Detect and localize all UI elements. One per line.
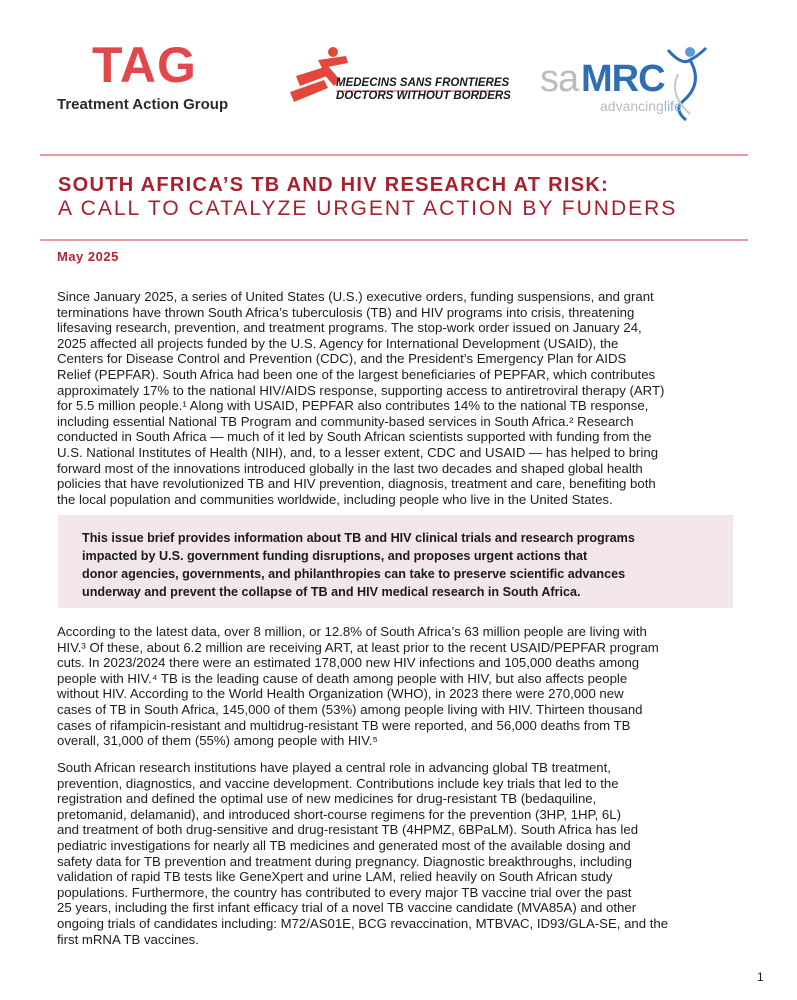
top-divider: [40, 154, 748, 156]
msf-line-1: MEDECINS SANS FRONTIERES: [336, 77, 510, 89]
samrc-tagline: [600, 98, 682, 114]
text-line: cases of TB in South Africa, 145,000 of them (53%) among people living with HIV. Thirteen thousand: [57, 701, 643, 717]
text-line: Relief (PEPFAR). South Africa had been one of the largest beneficiaries of PEPFAR, which contributes: [57, 366, 656, 382]
text-line: populations. Furthermore, the country has contributed to every major TB vaccine trial over the past: [57, 884, 632, 900]
paragraph-research-contributions: [57, 760, 668, 947]
tag-logo-name: Treatment Action Group: [57, 96, 229, 113]
text-line: cuts. In 2023/2024 there were an estimated 178,000 new HIV infections and 105,000 deaths among: [57, 655, 640, 671]
bottom-divider: [40, 239, 748, 241]
text-line: 2025 affected all projects funded by the U.S. Agency for International Development (USAID), the: [57, 335, 619, 351]
text-line: lifesaving research, prevention, and treatment programs. The stop-work order issued on January 24,: [57, 320, 642, 336]
callout-line: impacted by U.S. government funding disruptions, and proposes urgent actions that: [82, 549, 588, 563]
text-line: and treatment of both drug-sensitive and drug-resistant TB (4HPMZ, 6BPaLM). South Africa has led: [57, 822, 639, 838]
page-title: SOUTH AFRICA’S TB AND HIV RESEARCH AT RISK:: [58, 174, 610, 196]
callout-line: This issue brief provides information about TB and HIV clinical trials and research programs: [82, 531, 635, 545]
text-line: cases of rifampicin-resistant and multidrug-resistant TB were reported, and 56,000 deaths from TB: [57, 717, 631, 733]
text-line: Since January 2025, a series of United States (U.S.) executive orders, funding suspensions, and grant: [57, 289, 654, 304]
msf-line-2: DOCTORS WITHOUT BORDERS: [336, 90, 511, 102]
samrc-logo-sa: sa: [540, 58, 579, 100]
text-line: HIV.³ Of these, about 6.2 million are receiving ART, at least prior to the recent USAID/PEPFAR program: [57, 639, 659, 655]
text-line: validation of rapid TB tests like GeneXpert and urine LAM, relied heavily on South African study: [57, 869, 613, 885]
publication-date: May 2025: [57, 249, 119, 264]
paragraph-epidemiology: [57, 624, 659, 749]
text-line: ongoing trials of candidates including: M72/AS01E, BCG revaccination, MTBVAC, ID93/GLA-SE, and the: [57, 915, 669, 931]
samrc-logo-mrc: MRC: [581, 58, 665, 100]
text-line: first mRNA TB vaccines.: [57, 931, 199, 947]
text-line: Centers for Disease Control and Prevention (CDC), and the President’s Emergency Plan for AIDS: [57, 351, 627, 367]
text-line: prevention, diagnostics, and vaccine development. Contributions include key trials that led to the: [57, 775, 619, 791]
text-line: forward most of the innovations introduced globally in the last two decades and shaped global health: [57, 460, 643, 476]
callout-line: donor agencies, governments, and philanthropies can take to preserve scientific advances: [82, 567, 626, 581]
text-line: 25 years, including the first infant efficacy trial of a novel TB vaccine candidate (MVA85A) and other: [57, 900, 637, 916]
text-line: without HIV. According to the World Health Organization (WHO), in 2023 there were 270,000 new: [57, 686, 624, 702]
text-line: pediatric investigations for nearly all TB medicines and generated most of the available dosing and: [57, 837, 631, 853]
text-line: overall, 31,000 of them (55%) among people with HIV.⁵: [57, 733, 378, 749]
text-line: conducted in South Africa — much of it led by South African scientists supported with funding from the: [57, 429, 652, 445]
text-line: including essential National TB Program and community-based services in South Africa.² Research: [57, 413, 634, 429]
samrc-tagline-b: life: [663, 98, 682, 114]
text-line: U.S. National Institutes of Health (NIH), and, to a lesser extent, CDC and USAID — has helped to bring: [57, 444, 659, 460]
msf-logo-text: [336, 77, 511, 103]
text-line: registration and defined the optimal use of new medicines for drug-resistant TB (bedaquiline,: [57, 791, 597, 807]
samrc-tagline-a: advancing: [600, 98, 664, 114]
callout-text: [82, 529, 635, 601]
page-subtitle: A CALL TO CATALYZE URGENT ACTION BY FUNDERS: [58, 197, 678, 220]
text-line: pretomanid, delamanid), and introduced short-course regimens for the prevention (3HP, 1HP, 6L): [57, 806, 621, 822]
text-line: approximately 17% to the national HIV/AIDS response, supporting access to antiretroviral therapy (ART): [57, 382, 665, 398]
text-line: policies that have revolutionized TB and HIV prevention, diagnosis, treatment and care, benefiting both: [57, 476, 656, 492]
text-line: people with HIV.⁴ TB is the leading cause of death among people with HIV, but also affects people: [57, 670, 628, 686]
paragraph-intro: [57, 289, 664, 507]
text-line: terminations have thrown South Africa’s tuberculosis (TB) and HIV programs into crisis, threatening: [57, 304, 635, 320]
tag-logo: TAG: [92, 37, 197, 93]
text-line: According to the latest data, over 8 million, or 12.8% of South Africa’s 63 million people are living with: [57, 624, 647, 639]
text-line: the local population and communities worldwide, including people who live in the United States.: [57, 491, 613, 507]
callout-line: underway and prevent the collapse of TB and HIV medical research in South Africa.: [82, 585, 581, 599]
text-line: South African research institutions have played a central role in advancing global TB treatment,: [57, 760, 611, 775]
page-number: 1: [757, 970, 764, 984]
text-line: safety data for TB prevention and treatment during pregnancy. Diagnostic breakthroughs, including: [57, 853, 632, 869]
text-line: for 5.5 million people.¹ Along with USAID, PEPFAR also contributes 14% to the national TB response,: [57, 398, 649, 414]
